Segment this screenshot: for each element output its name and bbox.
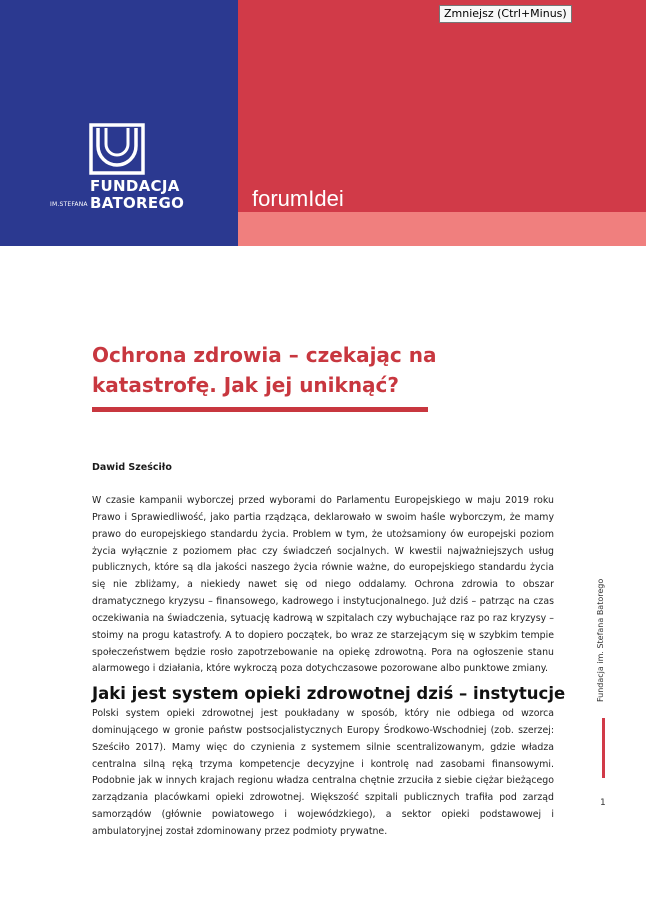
article-title: Ochrona zdrowia – czekając na katastrofę. Jak jej uniknąć?: [92, 343, 437, 397]
sidebar-accent-rule: [602, 718, 605, 778]
header-pink-band: [238, 212, 646, 246]
logo-text-batorego: BATOREGO: [90, 194, 185, 212]
foundation-logo-icon: [88, 122, 146, 176]
sidebar-foundation-label: Fundacja im. Stefana Batorego: [596, 578, 605, 702]
header-red-panel: [238, 0, 646, 212]
page-number: 1: [600, 798, 606, 808]
zoom-out-tooltip: Zmniejsz (Ctrl+Minus): [439, 5, 572, 23]
logo-text-fundacja: FUNDACJA: [90, 177, 180, 195]
logo-text-im-stefana: IM.STEFANA: [50, 201, 88, 208]
article-author: Dawid Sześciło: [92, 462, 172, 473]
section-heading: Jaki jest system opieki zdrowotnej dziś – instytucje: [92, 684, 566, 703]
intro-paragraph: W czasie kampanii wyborczej przed wyborami do Parlamentu Europejskiego w maju 2019 roku Prawo i Sprawiedliwość, jako partia rządząca, deklarowało w swoim haśle wyborczym, że mamy prawo do europejskiego standardu życia. Problem w tym, że utożsamiony ów europejski poziom życia wyłącznie z poziomem płac czy świadczeń socjalnych. W kwestii najważniejszych usług publicznych, które są dla jakości naszego życia równie ważne, do europejskiego standardu życia się nie zbliżamy, a niekiedy nawet się od niego oddalamy. Ochrona zdrowia to obszar dramatycznego kryzysu – finansowego, kadrowego i instytucjonalnego. Już dziś – patrząc na czas oczekiwania na świadczenia, sytuację kadrową w szpitalach czy wybuchające raz po raz kryzysy – stoimy na progu katastrofy. A to dopiero początek, bo wraz ze starzejącym się w szybkim tempie społeczeństwem będzie rosło zapotrzebowanie na opiekę zdrowotną. Pora na ogłoszenie stanu alarmowego i działania, które wykroczą poza dotychczasowe pozorowane albo punktowe zmiany.: [92, 495, 554, 675]
section-paragraph: Polski system opieki zdrowotnej jest poukładany w sposób, który nie odbiega od wzorca dominującego w gronie państw postsocjalistycznych Europy Środkowo-Wschodniej (zob. szerzej: Sześciło 2017). Mamy więc do czynienia z systemem silnie scentralizowanym, gdzie władza centralna silną ręką trzyma kompetencje decyzyjne i kontrolę nad zasobami finansowymi. Podobnie jak w innych krajach regionu władza centralna chętnie zrzuciła z siebie ciężar bieżącego zarządzania placówkami opieki zdrowotnej. Większość szpitali publicznych trafiła pod zarząd samorządów (głównie powiatowego i wojewódzkiego), a sektor opieki podstawowej i ambulatoryjnej został zdominowany przez podmioty prywatne.: [92, 708, 554, 837]
title-underline: [92, 407, 428, 412]
series-title: forumIdei: [252, 186, 344, 211]
